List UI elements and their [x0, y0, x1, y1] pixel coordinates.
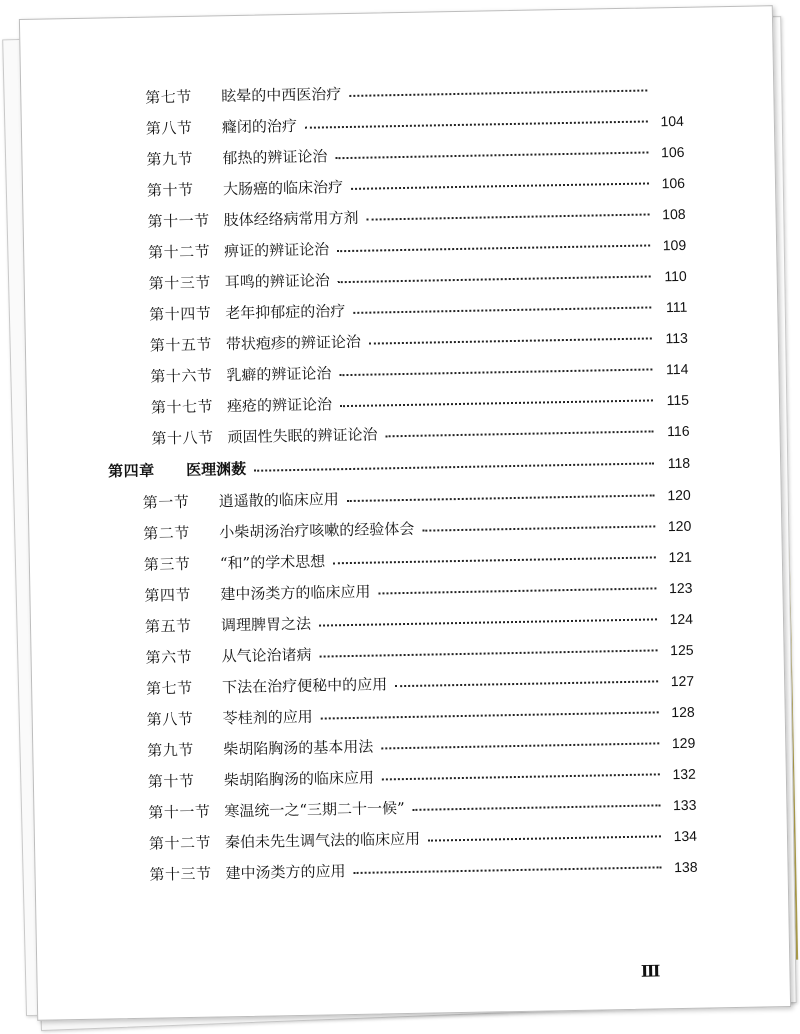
section-title: 逍遥散的临床应用: [218, 490, 339, 511]
page-number: 134: [673, 827, 698, 845]
section-title: 郁热的辨证论治: [222, 147, 328, 168]
toc-entry: [150, 351, 688, 387]
dot-leader: [254, 462, 654, 471]
toc-page: [19, 5, 791, 1021]
toc-entry: [147, 725, 695, 761]
dot-leader: [320, 649, 658, 657]
page-number: 116: [667, 422, 690, 440]
dot-leader: [428, 835, 661, 841]
page-number: 113: [665, 329, 688, 347]
page-number: 127: [670, 672, 695, 690]
dot-leader: [349, 89, 647, 96]
section-number: 第十一节: [148, 802, 211, 822]
dot-leader: [319, 618, 657, 626]
toc-entry: [148, 787, 696, 823]
section-number: 第五节: [144, 616, 192, 636]
page-number: 115: [666, 391, 690, 409]
page-number: 111: [665, 298, 688, 316]
section-number: 第十五节: [149, 335, 213, 355]
toc-entry: [147, 165, 685, 201]
section-title: 柴胡陷胸汤的临床应用: [223, 768, 375, 790]
section-title: 顽固性失眠的辨证论治: [227, 425, 378, 447]
page-number: 118: [667, 454, 691, 472]
page-number: 133: [672, 796, 697, 814]
dot-leader: [321, 711, 659, 719]
section-title: 下法在治疗便秘中的应用: [221, 675, 388, 697]
toc-chapter-entry: [108, 445, 690, 482]
toc-entry: [146, 103, 684, 139]
dot-leader: [347, 494, 655, 502]
dot-leader: [367, 213, 650, 220]
section-title: 带状疱疹的辨证论治: [225, 332, 362, 354]
toc-entry: [144, 539, 692, 575]
section-title: 建中汤类方的应用: [225, 862, 346, 883]
section-number: 第十八节: [151, 428, 214, 448]
section-title: 乳癖的辨证论治: [226, 364, 332, 385]
page-number: 123: [668, 579, 693, 597]
section-number: 第七节: [145, 87, 193, 107]
page-number: 120: [667, 486, 691, 504]
section-title: 老年抑郁症的治疗: [225, 302, 346, 323]
dot-leader: [340, 399, 653, 407]
section-number: 第九节: [146, 149, 194, 169]
section-title: 寒温统一之“三期二十一候”: [224, 799, 405, 821]
dot-leader: [413, 804, 661, 811]
section-number: 第十二节: [148, 833, 212, 853]
page-number: 132: [672, 765, 696, 783]
section-number: 第四节: [144, 585, 192, 605]
section-number: 第十四节: [149, 304, 212, 324]
toc-entry: [149, 289, 687, 325]
section-number: 第十三节: [148, 273, 211, 293]
dot-leader: [335, 151, 648, 159]
toc-entry: [142, 477, 690, 513]
dot-leader: [382, 773, 660, 780]
section-title: 小柴胡汤治疗咳嗽的经验体会: [219, 519, 415, 542]
section-number: 第十三节: [149, 864, 212, 884]
dot-leader: [369, 337, 652, 344]
toc-entry: [148, 227, 686, 263]
section-number: 第九节: [147, 740, 194, 760]
dot-leader: [337, 244, 650, 252]
toc-entry: [147, 196, 685, 232]
section-title: 大肠癌的临床治疗: [222, 178, 344, 199]
page-number: 106: [661, 174, 686, 192]
section-number: 第七节: [146, 678, 193, 698]
page-number: 138: [674, 858, 698, 876]
toc-entry: [145, 72, 683, 108]
section-number: 第十二节: [148, 242, 211, 262]
section-number: 第十一节: [147, 211, 210, 231]
toc-entry: [144, 570, 692, 606]
section-title: 癃闭的治疗: [221, 116, 298, 137]
page-number: [655, 98, 683, 99]
section-number: 第八节: [145, 118, 193, 138]
page-number: 114: [665, 360, 689, 378]
page-number: 128: [671, 703, 695, 721]
page-folio: Ⅲ: [640, 961, 660, 981]
dot-leader: [386, 430, 654, 437]
section-title: 调理脾胃之法: [220, 614, 312, 635]
dot-leader: [381, 742, 659, 749]
page-number: 108: [662, 205, 686, 223]
dot-leader: [351, 182, 649, 189]
dot-leader: [339, 368, 652, 376]
page-number: 121: [668, 548, 692, 566]
chapter-title: 医理渊薮: [186, 459, 247, 480]
section-title: 秦伯未先生调气法的临床应用: [224, 829, 421, 852]
page-number: 125: [670, 641, 694, 659]
toc-entry: [151, 382, 689, 418]
page-number: 120: [667, 517, 692, 535]
dot-leader: [353, 306, 651, 313]
section-title: 耳鸣的辨证论治: [224, 271, 330, 292]
section-number: 第三节: [143, 554, 191, 574]
toc-entry: [146, 694, 694, 730]
section-number: 第八节: [146, 709, 194, 729]
section-number: 第六节: [145, 647, 193, 667]
chapter-number: 第四章: [108, 461, 155, 481]
toc-entry: [148, 756, 696, 792]
section-title: 痹证的辨证论治: [224, 240, 330, 261]
page-number: 110: [664, 267, 687, 285]
section-title: 眩晕的中西医治疗: [221, 85, 342, 106]
page-number: 109: [662, 236, 687, 254]
section-title: 建中汤类方的临床应用: [220, 582, 371, 604]
dot-leader: [354, 866, 662, 874]
dot-leader: [422, 525, 655, 531]
table-of-contents: [20, 6, 790, 1020]
toc-entry: [143, 508, 691, 544]
toc-entry: [150, 320, 688, 356]
section-title: “和”的学术思想: [219, 552, 326, 573]
section-number: 第十七节: [150, 397, 214, 417]
page-number: 104: [660, 112, 685, 130]
toc-entry: [145, 632, 693, 668]
dot-leader: [395, 680, 658, 687]
section-title: 痤疮的辨证论治: [226, 395, 333, 416]
dot-leader: [333, 556, 656, 564]
section-number: 第十节: [147, 771, 195, 791]
toc-entry: [149, 818, 697, 854]
toc-entry: [148, 258, 686, 294]
toc-entry: [146, 663, 694, 699]
page-number: 129: [671, 734, 696, 752]
dot-leader: [305, 120, 648, 128]
section-number: 第十六节: [150, 366, 213, 386]
section-number: 第十节: [146, 180, 194, 200]
section-title: 肢体经络病常用方剂: [223, 208, 359, 230]
page-number: 106: [660, 143, 685, 161]
toc-entry: [146, 134, 684, 170]
section-number: 第一节: [142, 492, 190, 512]
section-number: 第二节: [143, 523, 191, 543]
section-title: 柴胡陷胸汤的基本用法: [223, 737, 374, 759]
page-number: 124: [669, 610, 694, 628]
section-title: 从气论治诸病: [221, 645, 312, 666]
toc-entry: [149, 849, 697, 885]
toc-entry: [145, 601, 693, 637]
toc-entry: [151, 413, 689, 449]
dot-leader: [378, 587, 656, 594]
dot-leader: [338, 275, 651, 283]
section-title: 苓桂剂的应用: [222, 707, 313, 728]
